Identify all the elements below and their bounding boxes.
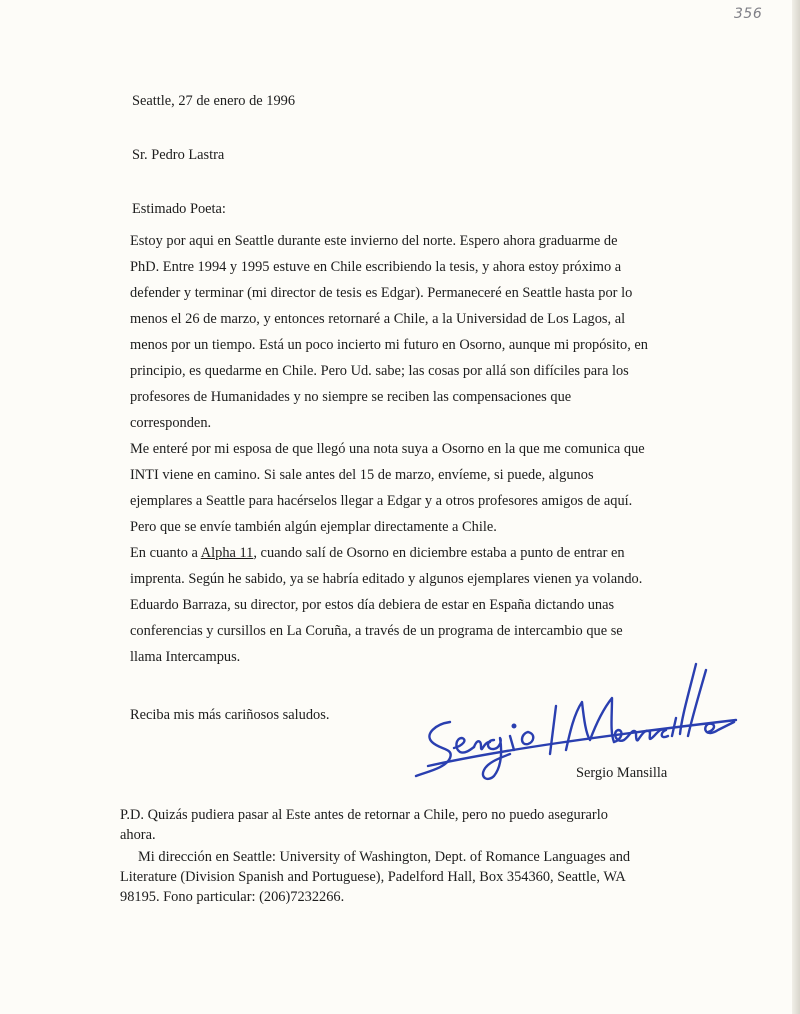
body-line: defender y terminar (mi director de tesis es Edgar). Permaneceré en Seattle hasta por lo (130, 285, 633, 301)
postscript-line: ahora. (120, 827, 156, 843)
body-line: Me enteré por mi esposa de que llegó una nota suya a Osorno en la que me comunica que (130, 441, 645, 457)
salutation: Estimado Poeta: (132, 201, 226, 217)
body-line: ejemplares a Seattle para hacérselos llegar a Edgar y a otros profesores amigos de aquí. (130, 493, 633, 509)
body-line: Eduardo Barraza, su director, por estos día debiera de estar en España dictando unas (130, 597, 615, 613)
paper-edge (792, 0, 800, 1014)
body-line: principio, es quedarme en Chile. Pero Ud. sabe; las cosas por allá son difíciles para los (130, 363, 629, 379)
address-line: Mi dirección en Seattle: University of Washington, Dept. of Romance Languages and (138, 849, 631, 865)
body-line: En cuanto a Alpha 11, cuando salí de Osorno en diciembre estaba a punto de entrar en (130, 545, 625, 561)
address-line: Literature (Division Spanish and Portuguese), Padelford Hall, Box 354360, Seattle, WA (120, 869, 626, 885)
postscript-line: P.D. Quizás pudiera pasar al Este antes de retornar a Chile, pero no puedo asegurarlo (120, 807, 608, 823)
signature-name: Sergio Mansilla (576, 765, 668, 781)
body-line: profesores de Humanidades y no siempre se reciben las compensaciones que (130, 389, 572, 405)
body-line: llama Intercampus. (130, 649, 241, 665)
body-line: menos el 26 de marzo, y entonces retornaré a Chile, a la Universidad de Los Lagos, al (130, 311, 626, 327)
journal-title: Alpha 11 (200, 545, 254, 561)
date-line: Seattle, 27 de enero de 1996 (132, 93, 296, 109)
handwritten-signature (410, 650, 740, 785)
body-line: imprenta. Según he sabido, ya se habría editado y algunos ejemplares vienen ya volando. (130, 571, 643, 587)
archive-number: 356 (734, 6, 763, 22)
body-line: Estoy por aqui en Seattle durante este invierno del norte. Espero ahora graduarme de (130, 233, 618, 249)
body-line: INTI viene en camino. Si sale antes del 15 de marzo, envíeme, si puede, algunos (130, 467, 594, 483)
body-line: conferencias y cursillos en La Coruña, a través de un programa de intercambio que se (130, 623, 623, 639)
body-line: PhD. Entre 1994 y 1995 estuve en Chile escribiendo la tesis, y ahora estoy próximo a (130, 259, 622, 275)
body-line: corresponden. (130, 415, 212, 431)
body-line: menos por un tiempo. Está un poco incierto mi futuro en Osorno, aunque mi propósito, en (130, 337, 648, 353)
body-line: Pero que se envíe también algún ejemplar directamente a Chile. (130, 519, 497, 535)
closing: Reciba mis más cariñosos saludos. (130, 707, 330, 723)
address-line: 98195. Fono particular: (206)7232266. (120, 889, 345, 905)
recipient: Sr. Pedro Lastra (132, 147, 225, 163)
